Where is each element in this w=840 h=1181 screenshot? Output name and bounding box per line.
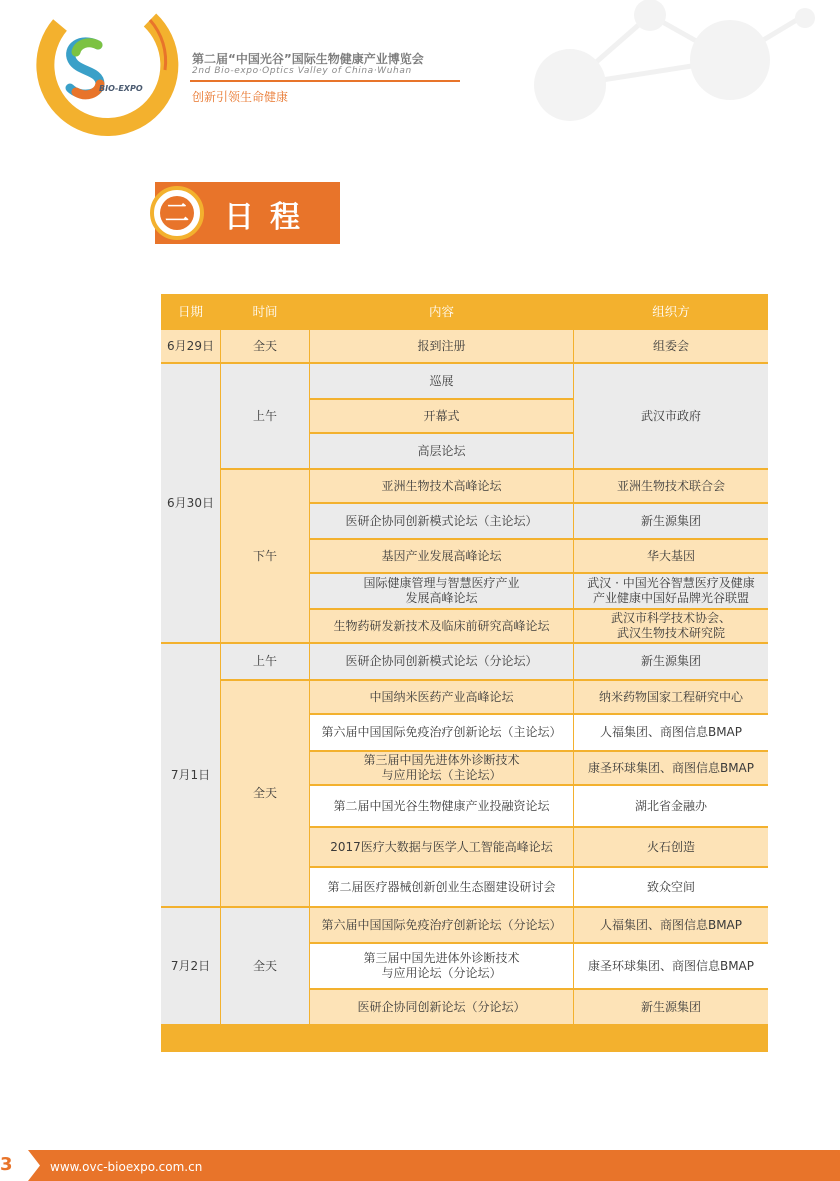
table-cell-organizer: 湖北省金融办 <box>574 786 768 826</box>
section-number: 二 <box>160 196 194 230</box>
table-cell-time: 全天 <box>221 908 309 1024</box>
table-cell-content: 第三届中国先进体外诊断技术 与应用论坛（分论坛） <box>310 944 573 988</box>
header-content: 内容 <box>310 294 573 328</box>
expo-subtitle: 2nd Bio-expo·Optics Valley of China·Wuhan <box>192 66 412 76</box>
section-number-badge <box>150 186 204 240</box>
table-cell-content: 医研企协同创新模式论坛（主论坛） <box>310 504 573 538</box>
table-cell-content: 中国纳米医药产业高峰论坛 <box>310 681 573 713</box>
table-cell-content: 巡展 <box>310 364 573 398</box>
table-cell-date: 6月29日 <box>161 330 220 362</box>
table-cell-content: 第六届中国国际免疫治疗创新论坛（主论坛） <box>310 715 573 750</box>
table-cell-organizer: 组委会 <box>574 330 768 362</box>
table-cell-organizer: 武汉市政府 <box>574 364 768 468</box>
table-cell-content: 开幕式 <box>310 400 573 432</box>
header-organizer: 组织方 <box>574 294 768 328</box>
table-cell-organizer: 人福集团、商图信息BMAP <box>574 715 768 750</box>
table-cell-organizer: 武汉 · 中国光谷智慧医疗及健康 产业健康中国好品牌光谷联盟 <box>574 574 768 608</box>
header-divider <box>190 80 460 82</box>
table-cell-time: 下午 <box>221 470 309 642</box>
table-cell-organizer: 火石创造 <box>574 828 768 866</box>
section-title: 日程 <box>224 200 316 235</box>
table-cell-content: 亚洲生物技术高峰论坛 <box>310 470 573 502</box>
table-cell-date: 7月1日 <box>161 644 220 906</box>
table-cell-content: 第三届中国先进体外诊断技术 与应用论坛（主论坛） <box>310 752 573 784</box>
table-cell-organizer: 人福集团、商图信息BMAP <box>574 908 768 942</box>
table-cell-content: 2017医疗大数据与医学人工智能高峰论坛 <box>310 828 573 866</box>
table-cell-date: 6月30日 <box>161 364 220 642</box>
table-cell-time: 全天 <box>221 681 309 906</box>
table-cell-content: 第六届中国国际免疫治疗创新论坛（分论坛） <box>310 908 573 942</box>
table-cell-organizer: 华大基因 <box>574 540 768 572</box>
table-cell-content: 基因产业发展高峰论坛 <box>310 540 573 572</box>
expo-title: 第二届“中国光谷”国际生物健康产业博览会 <box>192 52 424 66</box>
table-cell-time: 上午 <box>221 644 309 679</box>
logo-emblem <box>0 0 200 150</box>
table-cell-content: 医研企协同创新模式论坛（分论坛） <box>310 644 573 679</box>
table-cell-organizer: 武汉市科学技术协会、 武汉生物技术研究院 <box>574 610 768 642</box>
table-cell-content: 第二届医疗器械创新创业生态圈建设研讨会 <box>310 868 573 906</box>
table-cell-time: 全天 <box>221 330 309 362</box>
table-cell-organizer: 新生源集团 <box>574 504 768 538</box>
table-cell-organizer: 新生源集团 <box>574 990 768 1024</box>
table-cell-organizer: 纳米药物国家工程研究中心 <box>574 681 768 713</box>
table-cell-organizer: 康圣环球集团、商图信息BMAP <box>574 752 768 784</box>
website-url[interactable]: www.ovc-bioexpo.com.cn <box>50 1160 203 1174</box>
page-number: 3 <box>0 1154 13 1175</box>
table-cell-organizer: 亚洲生物技术联合会 <box>574 470 768 502</box>
table-cell-content: 医研企协同创新论坛（分论坛） <box>310 990 573 1024</box>
logo-text: BIO-EXPO <box>99 84 143 93</box>
table-cell-content: 报到注册 <box>310 330 573 362</box>
header-date: 日期 <box>161 294 220 328</box>
table-cell-content: 第二届中国光谷生物健康产业投融资论坛 <box>310 786 573 826</box>
table-cell-organizer: 致众空间 <box>574 868 768 906</box>
expo-slogan: 创新引领生命健康 <box>192 90 289 104</box>
table-cell-content: 生物药研发新技术及临床前研究高峰论坛 <box>310 610 573 642</box>
table-cell-content: 国际健康管理与智慧医疗产业 发展高峰论坛 <box>310 574 573 608</box>
table-cell-content: 高层论坛 <box>310 434 573 468</box>
header-time: 时间 <box>221 294 309 328</box>
table-cell-date: 7月2日 <box>161 908 220 1024</box>
table-cell-organizer: 康圣环球集团、商图信息BMAP <box>574 944 768 988</box>
schedule-table <box>161 294 768 1052</box>
table-cell-time: 上午 <box>221 364 309 468</box>
table-cell-organizer: 新生源集团 <box>574 644 768 679</box>
